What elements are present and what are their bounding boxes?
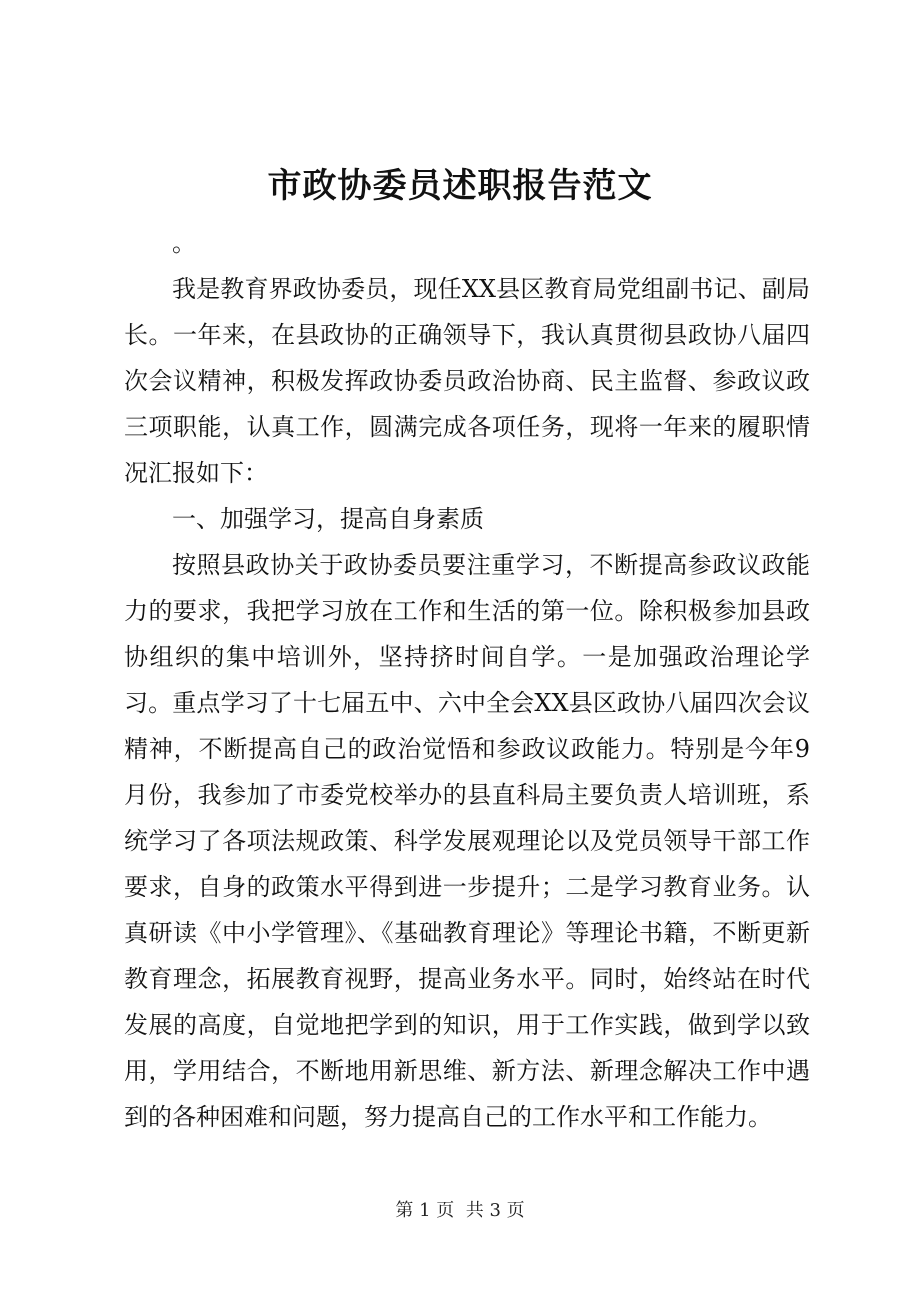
page-footer xyxy=(0,1198,920,1224)
page-number-total: 共 3 页 xyxy=(465,1200,525,1221)
paragraph-introduction: 我是教育界政协委员，现任XX县区教育局党组副书记、副局长。一年来，在县政协的正确领导下，我认真贯彻县政协八届四次会议精神，积极发挥政协委员政治协商、民主监督、参政议政三项职能，认真工作，圆满完成各项任务，现将一年来的履职情况汇报如下： xyxy=(124,275,810,487)
paragraph-section-1-body: 按照县政协关于政协委员要注重学习，不断提高参政议政能力的要求，我把学习放在工作和生活的第一位。除积极参加县政协组织的集中培训外，坚持挤时间自学。一是加强政治理论学习。重点学习了十七届五中、六中全会XX县区政协八届四次会议精神，不断提高自己的政治觉悟和参政议政能力。特别是今年9月份，我参加了市委党校举办的县直科局主要负责人培训班，系统学习了各项法规政策、科学发展观理论以及党员领导干部工作要求，自身的政策水平得到进一步提升；二是学习教育业务。认真研读《中小学管理》、《基础教育理论》等理论书籍，不断更新教育理念，拓展教育视野，提高业务水平。同时，始终站在时代发展的高度，自觉地把学到的知识，用于工作实践，做到学以致用，学用结合，不断地用新思维、新方法、新理念解决工作中遇到的各种困难和问题，努力提高自己的工作水平和工作能力。 xyxy=(124,551,810,1131)
page-number-current: 第 1 页 xyxy=(395,1200,455,1221)
section-heading-1: 一、加强学习，提高自身素质 xyxy=(172,505,484,533)
paragraph-leading-mark: 。 xyxy=(172,229,196,257)
document-body xyxy=(124,220,810,1140)
document-title: 市政协委员述职报告范文 xyxy=(267,166,653,206)
